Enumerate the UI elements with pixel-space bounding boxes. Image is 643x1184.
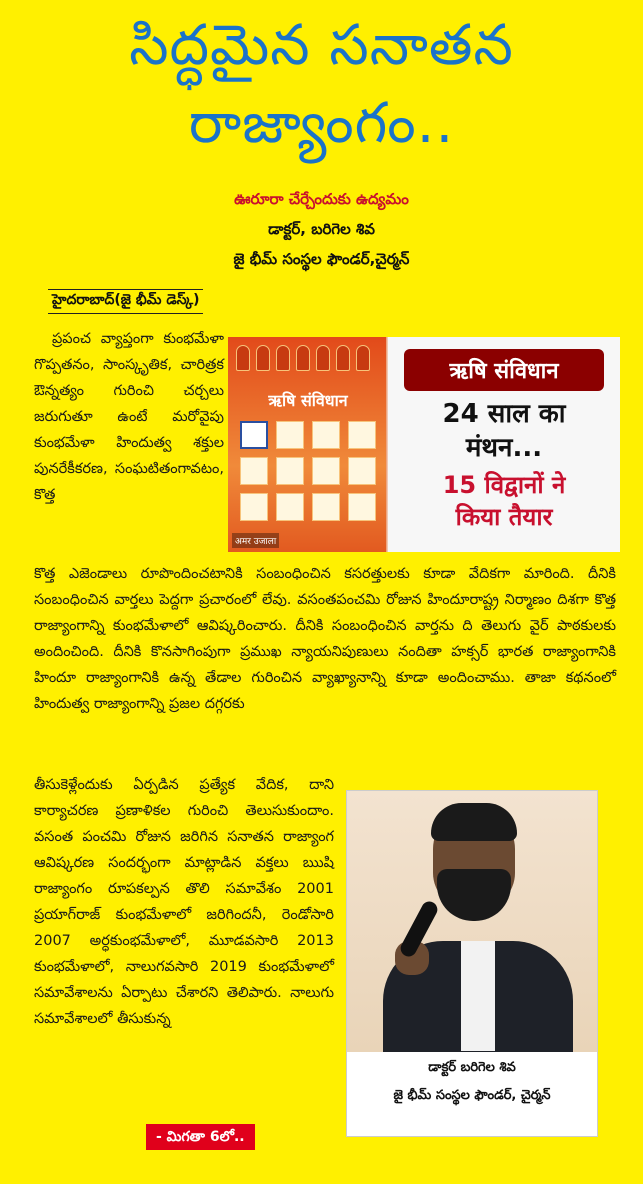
hindi-headline-line-4: 15 विद्वानों ने (442, 471, 566, 499)
poster-grid (240, 421, 376, 521)
continued-on-page-badge: - మిగతా 6లో.. (146, 1124, 255, 1150)
author-photo (346, 790, 598, 1137)
hindi-headline-line-1: ऋषि संविधान (404, 349, 604, 391)
hindi-headline-box (388, 337, 620, 552)
caption-designation: జై భీమ్ సంస్థల ఫౌండర్, చైర్మన్ (393, 1088, 551, 1103)
newspaper-logo: अमर उजाला (232, 533, 279, 548)
poster-saints-row (236, 345, 370, 371)
headline-line-2: రాజ్యాంగం.. (188, 91, 455, 156)
subhead-movement: ఊరూరా చేర్చేందుకు ఉద్యమం (234, 190, 409, 208)
article-paragraph-1-narrow (34, 326, 224, 508)
hindi-headline-line-5: किया तैयार (455, 503, 553, 531)
caption-name: డాక్టర్ బరిగెల శివ (428, 1060, 516, 1075)
subhead-designation: జై భీమ్ సంస్థల ఫౌండర్,చైర్మన్ (233, 250, 410, 268)
article-paragraph-2-narrow: తీసుకెళ్లేందుకు ఏర్పడిన ప్రత్యేక వేదిక, దాని కార్యాచరణ ప్రణాళికల గురించి తెలుసుకుందాం. వసంత పంచమి రోజున జరిగిన సనాతన రాజ్యాంగ ఆవిష్కరణ సందర్భంగా మాట్లాడిన వక్తలు ఋషి రాజ్యాంగం రూపకల్పన తొలి సమావేశం 2001 ప్రయాగ్‌రాజ్ కుంభమేళాలో జరిగిందనీ, రెండోసారి 2007 అర్ధకుంభమేళాలో, మూడవసారి 2013 కుంభమేళాలో, నాలుగవసారి 2019 కుంభమేళాలో సమావేశాలను ఏర్పాటు చేశారని తెలిపారు. నాలుగు సమావేశాలలో తీసుకున్న (34, 777, 334, 1027)
poster-title: ऋषि संविधान (268, 391, 348, 410)
article-text: ప్రపంచ వ్యాప్తంగా కుంభమేళా గొప్పతనం, సాంస్కృతిక, చారిత్రక ఔన్నత్యం గురించి చర్చలు జరుగుతూ ఉంటే మరోవైపు కుంభమేళా హిందుత్వ శక్తుల పునరేకీకరణ, సంఘటితంగావటం, కొత్త (34, 331, 224, 503)
hindi-headline-line-2: 24 साल का (442, 399, 566, 429)
headline-line-1: సిద్ధమైన సనాతన (129, 13, 514, 78)
photo-caption (347, 1054, 597, 1110)
news-clipping-photo (228, 337, 620, 552)
portrait-image (347, 791, 597, 1052)
subhead-author: డాక్టర్, బరిగెల శివ (268, 220, 375, 238)
poster-image (228, 337, 386, 552)
dateline: హైదరాబాద్(జై భీమ్ డెస్క్) (48, 289, 203, 314)
hindi-headline-line-3: मंथन... (465, 433, 543, 463)
article-paragraph-1-full: కొత్త ఎజెండాలు రూపొందించటానికి సంబంధించిన కసరత్తులకు కూడా వేదికగా మారింది. దీనికి సంబంధించిన వార్తలు పెద్దగా ప్రచారంలో లేవు. వసంతపంచమి రోజున హిందూరాష్ట్ర నిర్మాణం దిశగా కొత్త రాజ్యాంగాన్ని కుంభమేళాలో ఆవిష్కరించారు. దీనికి సంబంధించిన వార్తను ది తెలుగు వైర్ పాఠకులకు అందించింది. దీనికి కొనసాగింపుగా ప్రముఖ న్యాయనిపుణులు నందితా హక్సర్ భారత రాజ్యాంగానికి హిందూ రాజ్యాంగానికి ఉన్న తేడాల గురించిన వ్యాఖ్యానాన్ని కూడా అందించాము. తాజా కథనంలో హిందుత్వ రాజ్యాంగాన్ని ప్రజల దగ్గరకు (34, 566, 616, 712)
